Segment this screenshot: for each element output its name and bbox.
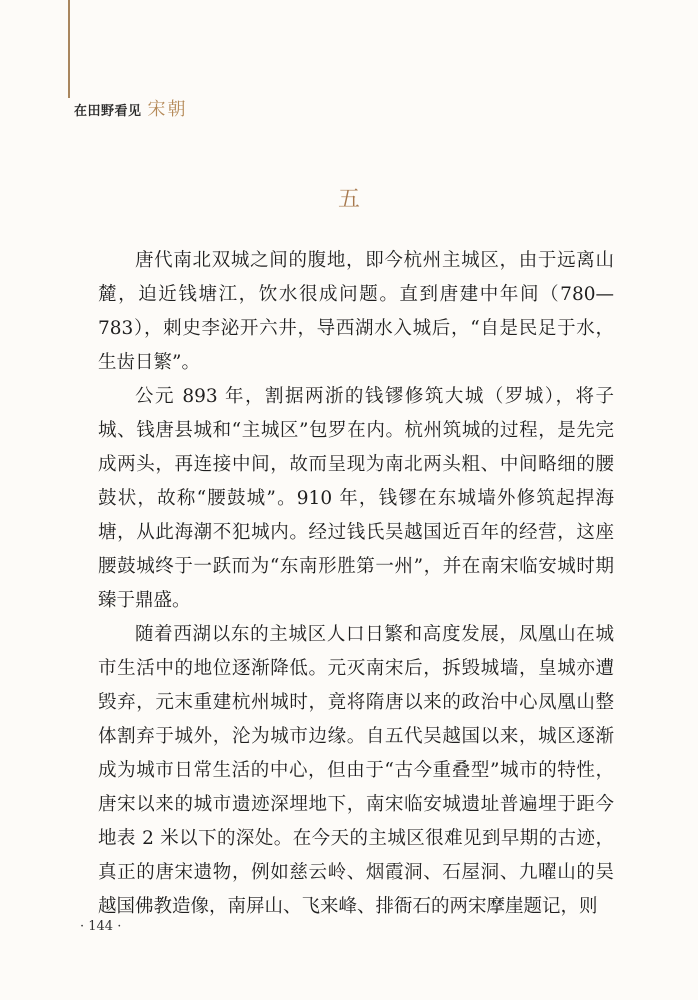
section-title: 五 xyxy=(337,187,360,212)
page-number: · 144 · xyxy=(80,919,122,934)
running-header xyxy=(74,95,188,121)
book-title: 在田野看见 xyxy=(74,104,142,119)
paragraph: 公元 893 年，割据两浙的钱镠修筑大城（罗城），将子城、钱唐县城和“主城区”包罗在内。杭州筑城的过程，是先完成两头，再连接中间，故而呈现为南北两头粗、中间略细的腰鼓状，故称“腰鼓城”。910 年，钱镠在东城墙外修筑起捍海塘，从此海潮不犯城内。经过钱氏吴越国近百年的经营，这座腰鼓城终于一跃而为“东南形胜第一州”，并在南宋临安城时期臻于鼎盛。 xyxy=(98,386,614,611)
body-text xyxy=(98,244,614,924)
book-title-emphasis: 宋朝 xyxy=(147,99,188,120)
header-rule-line xyxy=(68,0,70,98)
paragraph: 随着西湖以东的主城区人口日繁和高度发展，凤凰山在城市生活中的地位逐渐降低。元灭南宋后，拆毁城墙，皇城亦遭毁弃，元末重建杭州城时，竟将隋唐以来的政治中心凤凰山整体割弃于城外，沦为城市边缘。自五代吴越国以来，城区逐渐成为城市日常生活的中心，但由于“古今重叠型”城市的特性，唐宋以来的城市遗迹深埋地下，南宋临安城遗址普遍埋于距今地表 2 米以下的深处。在今天的主城区很难见到早期的古迹，真正的唐宋遗物，例如慈云岭、烟霞洞、石屋洞、九曜山的吴越国佛教造像，南屏山、飞来峰、排衙石的两宋摩崖题记，则 xyxy=(98,624,614,917)
paragraph: 唐代南北双城之间的腹地，即今杭州主城区，由于远离山麓，迫近钱塘江，饮水很成问题。直到唐建中年间（780—783），刺史李泌开六井，导西湖水入城后，“自是民足于水，生齿日繁”。 xyxy=(98,250,614,373)
